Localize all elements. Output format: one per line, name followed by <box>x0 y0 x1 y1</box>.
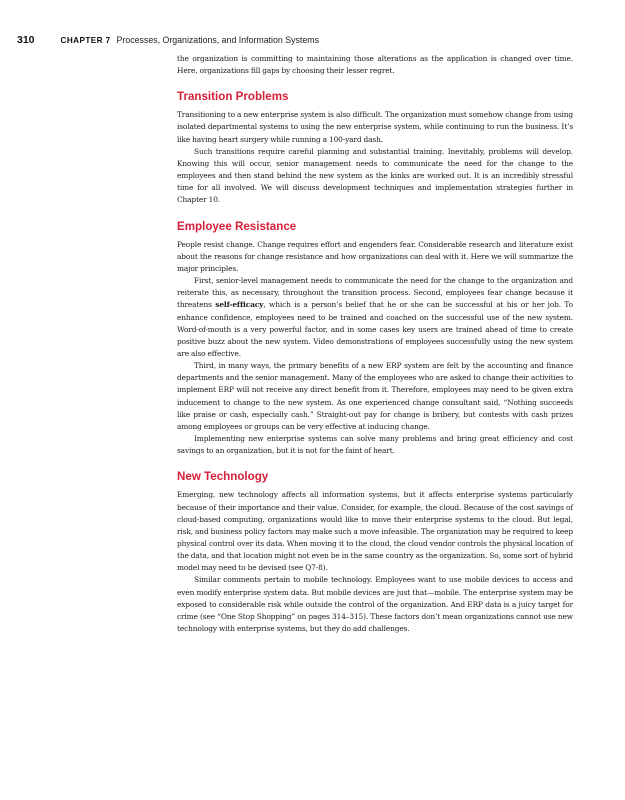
resistance-paragraph-2-start: First, senior-level management needs to communicate the need for the change to the organization and reiterate this, as necessary, throughout the transition process. Second, employees fear change because it threatens <box>177 276 573 310</box>
page-body <box>177 53 573 635</box>
chapter-label: CHAPTER 7 <box>60 36 111 45</box>
transition-paragraph-2: Such transitions require careful planning and substantial training. Inevitably, problems will develop. Knowing this will occur, senior management needs to communicate the need for the change to the employees and then stand behind the new system as the kinks are worked out. It is an incredibly stressful time for all involved. We will discuss development techniques and implementation strategies further in Chapter 10. <box>177 146 573 205</box>
heading-new-technology: New Technology <box>177 470 269 484</box>
transition-paragraph-1: Transitioning to a new enterprise system is also difficult. The organization must somehow change from using isolated departmental systems to using the new enterprise system, while continuing to run the business. It’s like having heart surgery while running a 100-yard dash. <box>177 110 573 144</box>
page-number: 310 <box>17 34 35 46</box>
resistance-paragraph-2-end: , which is a person’s belief that he or she can be successful at his or her job. To enhance confidence, employees need to be trained and coached on the successful use of the new system. Word-of-mouth is a very powerful factor, and in some cases key users are trained ahead of time to create positive buzz about the new system. Video demonstrations of employees successfully using the new system are also effective. <box>177 300 573 358</box>
technology-paragraph-2: Similar comments pertain to mobile technology. Employees want to use mobile devices to access and even modify enterprise system data. But mobile devices are just that—mobile. The enterprise system may be exposed to considerable risk while outside the control of the organization. And ERP data is a juicy target for crime (see “One Stop Shopping” on pages 314–315). These factors don’t mean organizations cannot use new technology with enterprise systems, but they do add challenges. <box>177 575 573 634</box>
chapter-title: Processes, Organizations, and Information Systems <box>116 35 319 45</box>
heading-transition-problems: Transition Problems <box>177 90 289 104</box>
heading-employee-resistance: Employee Resistance <box>177 219 297 233</box>
resistance-paragraph-3: Third, in many ways, the primary benefits of a new ERP system are felt by the accounting and finance departments and the senior management. Many of the employees who are asked to change their activities to implement ERP will not receive any direct benefit from it. Therefore, employees may need to be given extra inducement to change to the new system. As one experienced change consultant said, “Nothing succeeds like praise or cash, especially cash.” Straight-out pay for change is bribery, but contests with cash prizes among employees or groups can be very effective at inducing change. <box>177 361 573 431</box>
resistance-paragraph-2 <box>177 275 573 360</box>
resistance-paragraph-4: Implementing new enterprise systems can solve many problems and bring great efficiency and cost savings to an organization, but it is not for the faint of heart. <box>177 434 573 456</box>
technology-paragraph-1: Emerging, new technology affects all information systems, but it affects enterprise systems particularly because of their importance and their value. Consider, for example, the cloud. Because of the cost savings of cloud-based computing, organizations would like to move their enterprise systems to the cloud. But legal, risk, and business policy factors may make such a move infeasible. The organization may be required to keep physical control over its data. When moving it to the cloud, the cloud vendor controls the physical location of the data, and that location might not even be in the same country as the organization. So, some sort of hybrid model may need to be devised (see Q7-8). <box>177 490 573 573</box>
key-term-self-efficacy: self-efficacy <box>215 300 264 310</box>
resistance-paragraph-1: People resist change. Change requires effort and engenders fear. Considerable research and literature exist about the reasons for change resistance and how organizations can deal with it. Here we will summarize the major principles. <box>177 239 573 273</box>
running-head <box>17 34 577 46</box>
intro-paragraph: the organization is committing to maintaining those alterations as the application is changed over time. Here, organizations fill gaps by choosing their lesser regret. <box>177 54 573 76</box>
